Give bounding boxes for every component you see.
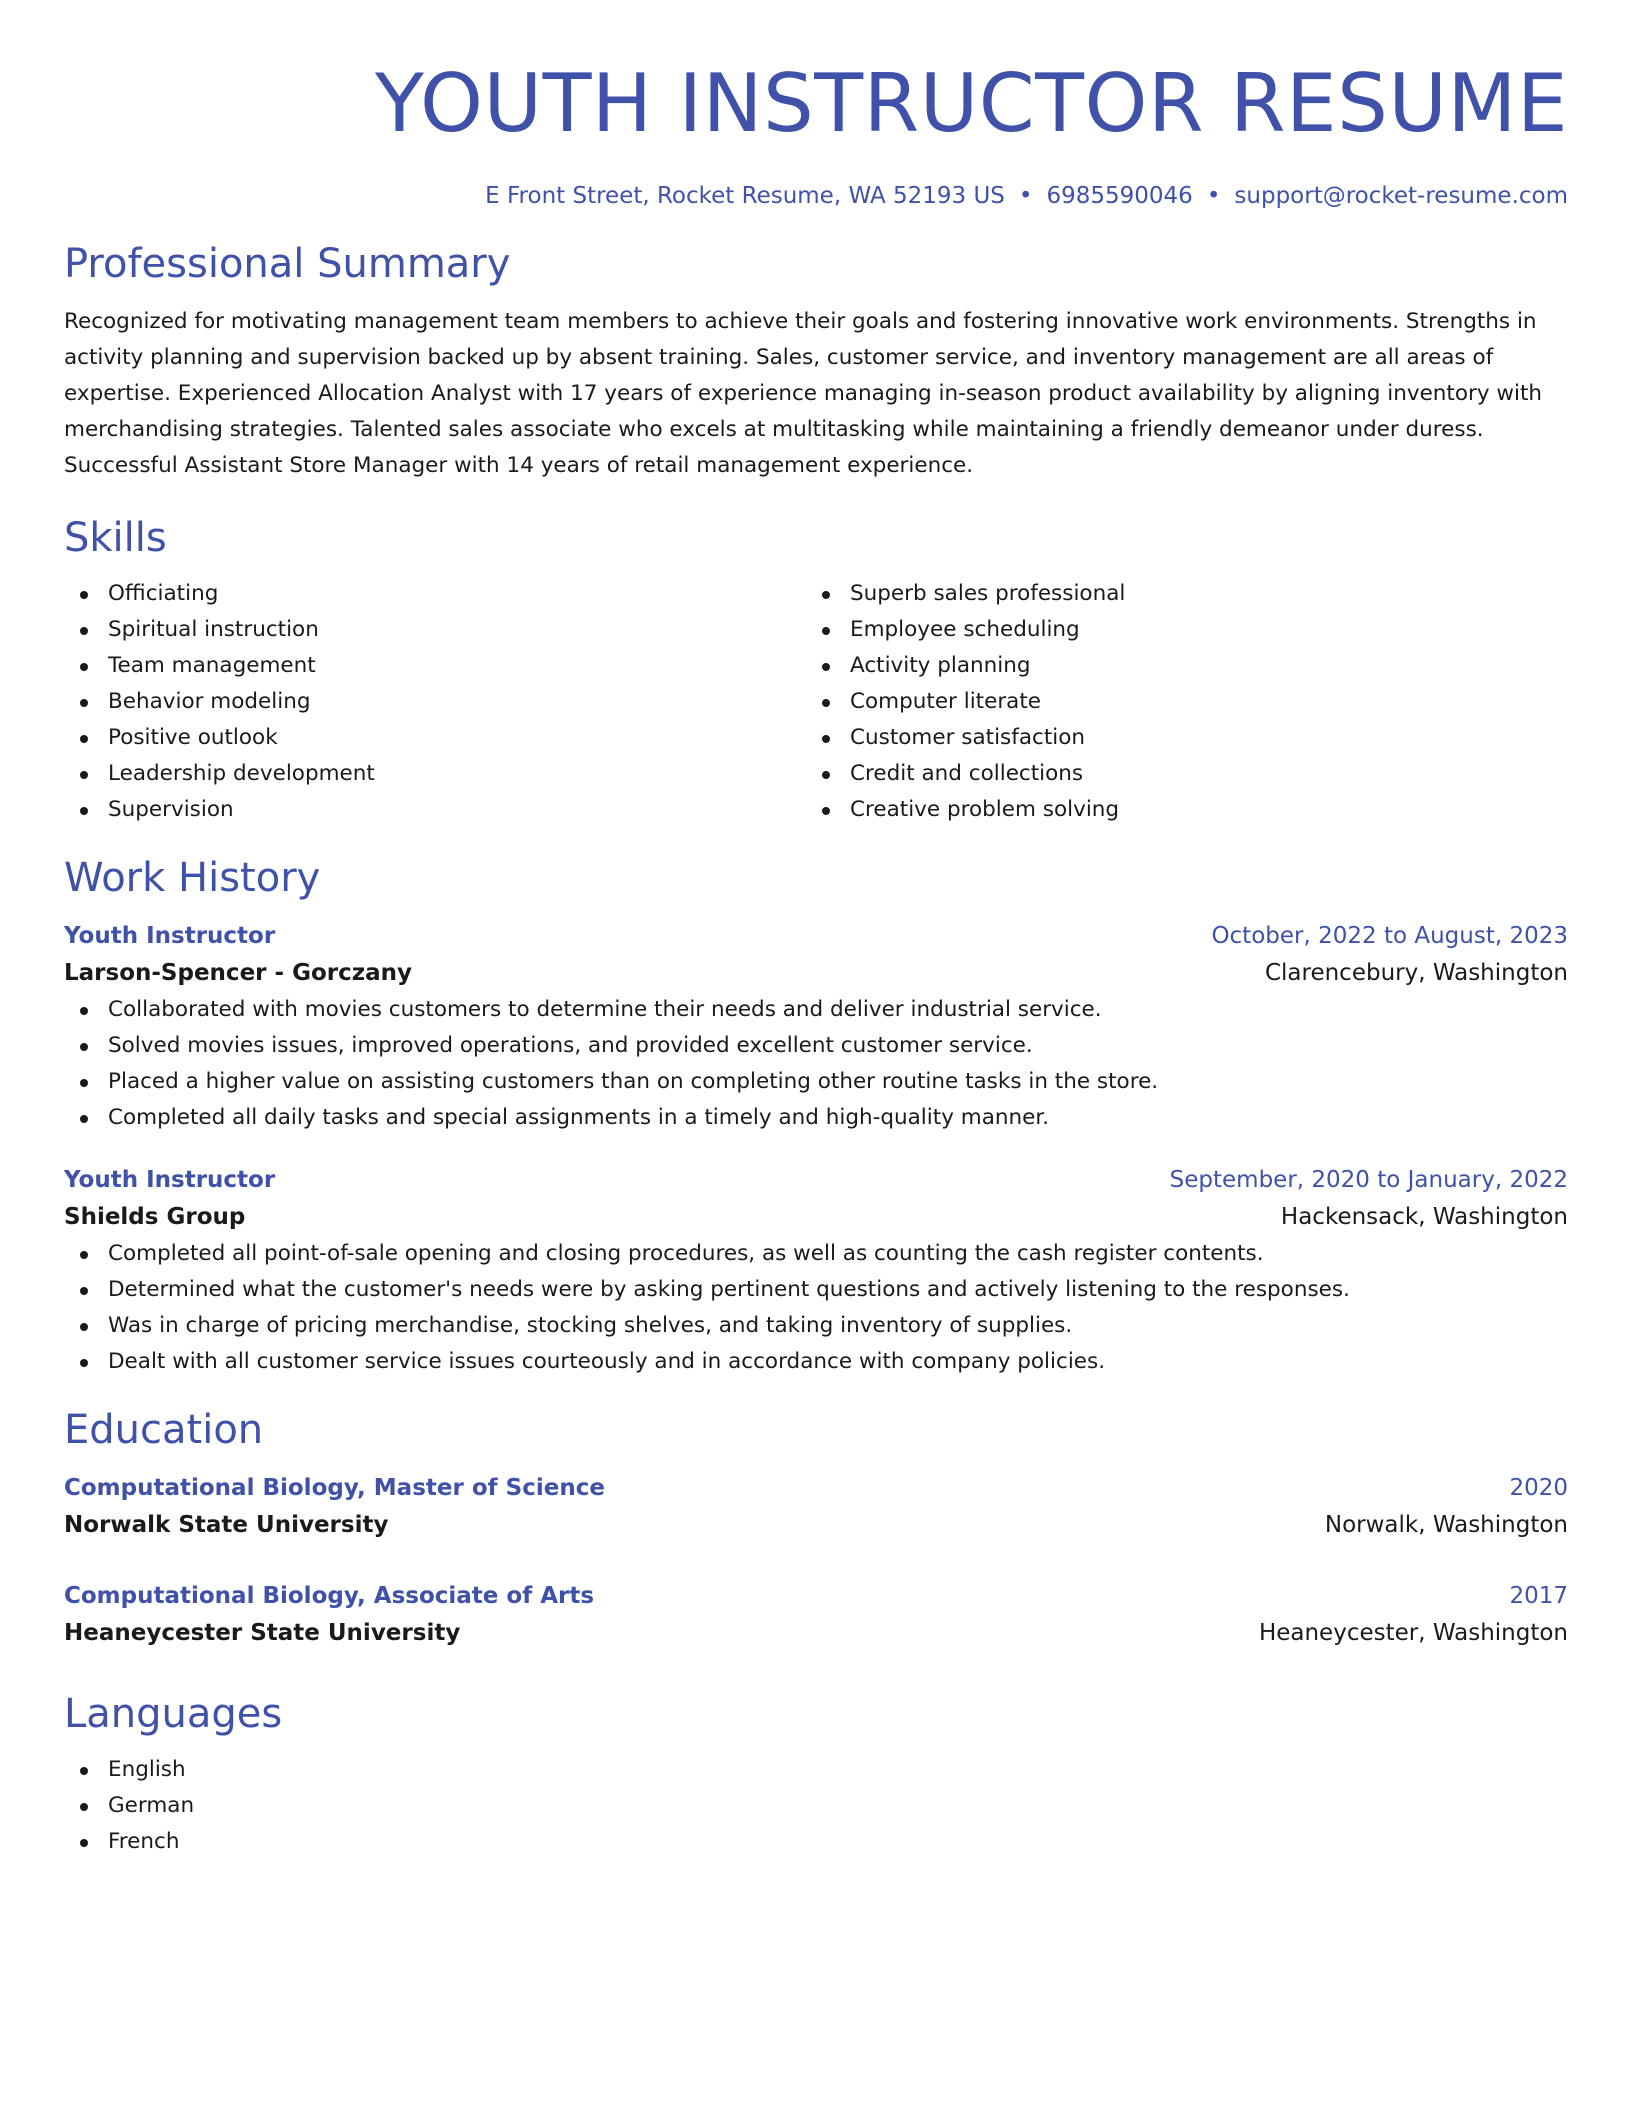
education-entry [64,1470,1568,1544]
contact-email[interactable]: support@rocket-resume.com [1234,183,1568,209]
education-degree: Computational Biology, Associate of Arts [64,1583,595,1609]
education-year: 2017 [1509,1583,1568,1609]
skill-item: Activity planning [806,648,1548,684]
languages-section [64,1688,1568,1860]
section-heading-education: Education [64,1407,264,1453]
contact-separator: • [1206,183,1221,209]
section-heading-summary: Professional Summary [64,241,511,287]
language-item: English [64,1752,1568,1788]
contact-line [64,180,1568,212]
job-bullets [64,1236,1568,1380]
job-bullets [64,992,1568,1136]
skill-item: Officiating [64,576,806,612]
work-history-section [64,852,1568,1380]
job-bullet: Determined what the customer's needs were by asking pertinent questions and actively listening to the responses. [64,1272,1568,1308]
job-header-row [64,1162,1568,1198]
contact-phone: 6985590046 [1046,183,1193,209]
skill-item: Superb sales professional [806,576,1548,612]
job-dates: September, 2020 to January, 2022 [1169,1167,1568,1193]
job-company-row [64,1198,1568,1236]
skill-item: Team management [64,648,806,684]
resume-header [64,0,1568,212]
education-school-row [64,1614,1568,1652]
education-header-row [64,1470,1568,1506]
section-heading-work-history: Work History [64,855,321,901]
job-bullet: Was in charge of pricing merchandise, stocking shelves, and taking inventory of supplies. [64,1308,1568,1344]
skill-item: Customer satisfaction [806,720,1548,756]
job-dates: October, 2022 to August, 2023 [1211,923,1568,949]
language-item: German [64,1788,1568,1824]
section-heading-skills: Skills [64,515,167,561]
education-header-row [64,1578,1568,1614]
resume-page [64,0,1568,1860]
job-bullet: Completed all daily tasks and special assignments in a timely and high-quality manner. [64,1100,1568,1136]
section-heading-languages: Languages [64,1691,283,1737]
skill-item: Leadership development [64,756,806,792]
job-entry [64,918,1568,1136]
job-header-row [64,918,1568,954]
job-title: Youth Instructor [64,923,276,949]
skill-item: Creative problem solving [806,792,1548,828]
job-bullet: Placed a higher value on assisting customers than on completing other routine tasks in the store. [64,1064,1568,1100]
skill-item: Employee scheduling [806,612,1548,648]
job-title: Youth Instructor [64,1167,276,1193]
job-company-row [64,954,1568,992]
job-entry [64,1162,1568,1380]
education-year: 2020 [1509,1475,1568,1501]
job-company: Larson-Spencer - Gorczany [64,960,412,986]
education-entry [64,1578,1568,1652]
skills-grid [64,576,1568,828]
education-section [64,1404,1568,1652]
skill-item: Supervision [64,792,806,828]
education-school-row [64,1506,1568,1544]
contact-separator: • [1018,183,1033,209]
languages-list [64,1752,1568,1860]
job-bullet: Dealt with all customer service issues courteously and in accordance with company policies. [64,1344,1568,1380]
summary-section [64,238,1568,484]
job-location: Hackensack, Washington [1280,1204,1568,1230]
summary-text: Recognized for motivating management team members to achieve their goals and fostering innovative work environments. Strengths in activity planning and supervision backed up by absent training. Sales, customer service, and inventory management are all areas of expertise. Experienced Allocation Analyst with 17 years of experience managing in-season product availability by aligning inventory with merchandising strategies. Talented sales associate who excels at multitasking while maintaining a friendly demeanor under duress. Successful Assistant Store Manager with 14 years of retail management experience. [64,309,1543,478]
skill-item: Computer literate [806,684,1548,720]
job-bullet: Collaborated with movies customers to determine their needs and deliver industrial service. [64,992,1568,1028]
skill-item: Behavior modeling [64,684,806,720]
education-degree: Computational Biology, Master of Science [64,1475,605,1501]
job-location: Clarencebury, Washington [1264,960,1568,986]
job-company: Shields Group [64,1204,246,1230]
skills-list-right [806,576,1548,828]
language-item: French [64,1824,1568,1860]
education-school: Norwalk State University [64,1512,389,1538]
job-bullet: Completed all point-of-sale opening and closing procedures, as well as counting the cash register contents. [64,1236,1568,1272]
skill-item: Credit and collections [806,756,1548,792]
skills-section [64,512,1568,828]
skills-list-left [64,576,806,828]
job-bullet: Solved movies issues, improved operations, and provided excellent customer service. [64,1028,1568,1064]
contact-address: E Front Street, Rocket Resume, WA 52193 US [485,183,1005,209]
education-school: Heaneycester State University [64,1620,461,1646]
education-location: Norwalk, Washington [1324,1512,1568,1538]
resume-title: YOUTH INSTRUCTOR RESUME [375,57,1568,150]
skill-item: Spiritual instruction [64,612,806,648]
education-location: Heaneycester, Washington [1258,1620,1568,1646]
skill-item: Positive outlook [64,720,806,756]
